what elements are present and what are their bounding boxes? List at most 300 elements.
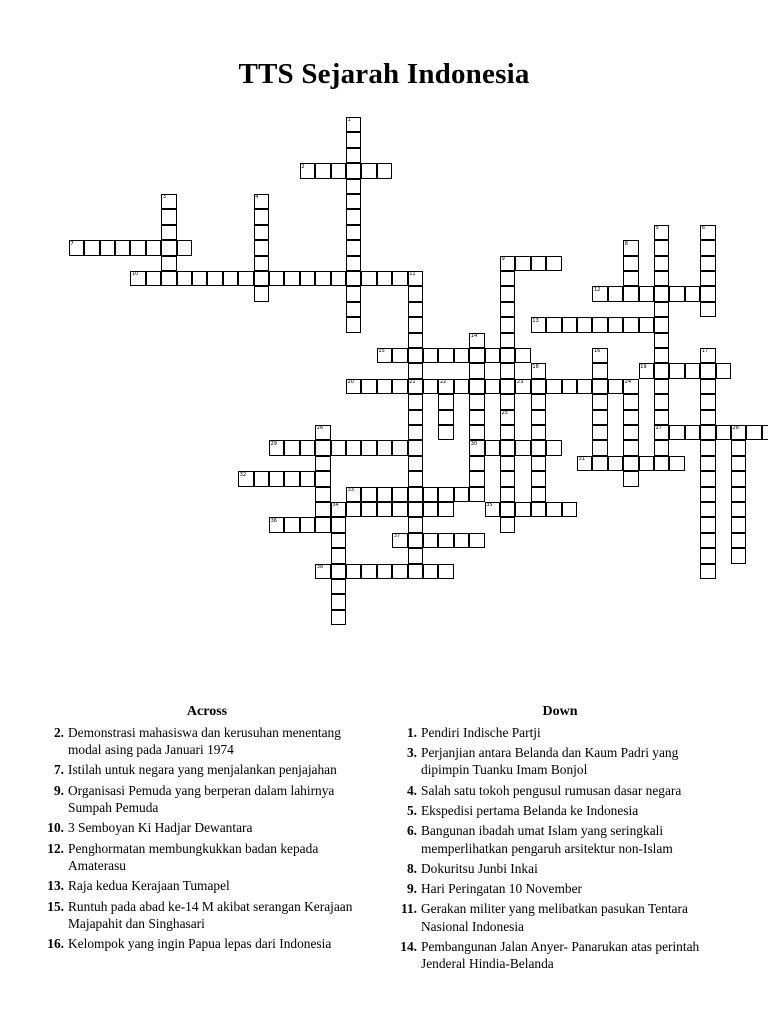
- grid-cell[interactable]: [500, 440, 515, 455]
- grid-cell[interactable]: [700, 533, 715, 548]
- grid-cell[interactable]: [469, 471, 484, 486]
- grid-number: 36: [270, 517, 277, 524]
- grid-cell[interactable]: [592, 379, 607, 394]
- grid-cell[interactable]: [408, 317, 423, 332]
- grid-cell[interactable]: [269, 471, 284, 486]
- grid-cell[interactable]: [592, 363, 607, 378]
- grid-cell[interactable]: [669, 363, 684, 378]
- grid-cell[interactable]: [423, 533, 438, 548]
- grid-cell[interactable]: [284, 517, 299, 532]
- grid-cell[interactable]: [654, 440, 669, 455]
- grid-cell[interactable]: [361, 163, 376, 178]
- grid-number: 4: [255, 194, 259, 201]
- grid-cell[interactable]: [639, 456, 654, 471]
- grid-cell[interactable]: [408, 302, 423, 317]
- grid-number: 38: [316, 564, 324, 570]
- grid-number: 12: [594, 286, 601, 293]
- grid-cell[interactable]: [346, 271, 361, 286]
- grid-cell[interactable]: [731, 487, 746, 502]
- grid-cell[interactable]: [700, 271, 715, 286]
- grid-cell[interactable]: [531, 425, 546, 440]
- grid-cell[interactable]: [669, 425, 684, 440]
- grid-cell[interactable]: [408, 425, 423, 440]
- across-clue-list: [42, 724, 372, 953]
- grid-cell[interactable]: [500, 487, 515, 502]
- grid-cell[interactable]: [315, 502, 330, 517]
- grid-cell[interactable]: [408, 564, 423, 579]
- grid-cell[interactable]: [408, 487, 423, 502]
- clue-text: Bangunan ibadah umat Islam yang seringkali memperlihatkan pengaruh arsitektur non-Islam: [421, 822, 673, 856]
- grid-cell[interactable]: [161, 225, 176, 240]
- grid-cell[interactable]: [592, 425, 607, 440]
- grid-number: 2: [301, 163, 305, 170]
- grid-cell[interactable]: [161, 209, 176, 224]
- grid-cell[interactable]: [562, 317, 577, 332]
- grid-cell[interactable]: [315, 471, 330, 486]
- grid-cell[interactable]: [546, 256, 561, 271]
- grid-cell[interactable]: [623, 410, 638, 425]
- grid-cell[interactable]: [623, 456, 638, 471]
- grid-number: 1: [347, 117, 351, 124]
- clue-number: 7.: [53, 762, 64, 778]
- grid-cell[interactable]: [700, 394, 715, 409]
- grid-cell[interactable]: [469, 456, 484, 471]
- grid-cell[interactable]: [438, 502, 453, 517]
- grid-cell[interactable]: [408, 286, 423, 301]
- grid-cell[interactable]: [284, 271, 299, 286]
- grid-number: 23: [517, 379, 524, 386]
- grid-cell[interactable]: [485, 379, 500, 394]
- clue-number: 14.: [400, 938, 417, 954]
- grid-cell[interactable]: [531, 456, 546, 471]
- grid-cell[interactable]: [346, 132, 361, 147]
- clue-text: Kelompok yang ingin Papua lepas dari Indonesia: [68, 936, 332, 952]
- grid-number: 18: [532, 363, 539, 370]
- grid-cell[interactable]: [577, 379, 592, 394]
- clue-text: Gerakan militer yang melibatkan pasukan Tentara Nasional Indonesia: [421, 901, 688, 934]
- grid-cell[interactable]: [346, 148, 361, 163]
- grid-cell[interactable]: [254, 471, 269, 486]
- grid-cell[interactable]: [392, 502, 407, 517]
- grid-cell[interactable]: [377, 487, 392, 502]
- grid-cell[interactable]: [485, 348, 500, 363]
- grid-cell[interactable]: [685, 425, 700, 440]
- grid-cell[interactable]: [346, 179, 361, 194]
- grid-cell[interactable]: [361, 379, 376, 394]
- grid-number: 30: [470, 440, 478, 447]
- grid-cell[interactable]: [408, 410, 423, 425]
- grid-cell[interactable]: [500, 302, 515, 317]
- grid-cell[interactable]: [423, 564, 438, 579]
- grid-cell[interactable]: [469, 487, 484, 502]
- clue-item: [42, 782, 372, 817]
- clue-number: 4.: [406, 782, 417, 798]
- grid-cell[interactable]: [361, 440, 376, 455]
- grid-cell[interactable]: [700, 456, 715, 471]
- grid-cell[interactable]: [469, 425, 484, 440]
- grid-cell[interactable]: [515, 348, 530, 363]
- grid-cell[interactable]: [500, 379, 515, 394]
- grid-cell[interactable]: [438, 425, 453, 440]
- grid-cell[interactable]: [377, 564, 392, 579]
- grid-cell[interactable]: [438, 533, 453, 548]
- grid-cell[interactable]: [408, 471, 423, 486]
- grid-cell[interactable]: [423, 487, 438, 502]
- grid-cell[interactable]: [500, 456, 515, 471]
- grid-cell[interactable]: [377, 440, 392, 455]
- grid-cell[interactable]: [608, 379, 623, 394]
- grid-cell[interactable]: [700, 517, 715, 532]
- grid-cell[interactable]: [254, 256, 269, 271]
- grid-cell[interactable]: [654, 333, 669, 348]
- grid-cell[interactable]: [731, 517, 746, 532]
- clue-item: [42, 935, 372, 953]
- grid-cell[interactable]: [223, 271, 238, 286]
- grid-cell[interactable]: [500, 317, 515, 332]
- grid-cell[interactable]: [500, 517, 515, 532]
- grid-cell[interactable]: [654, 456, 669, 471]
- grid-cell[interactable]: [346, 194, 361, 209]
- grid-cell[interactable]: [546, 317, 561, 332]
- grid-cell[interactable]: [331, 163, 346, 178]
- grid-cell[interactable]: [392, 348, 407, 363]
- grid-cell[interactable]: [207, 271, 222, 286]
- grid-cell[interactable]: [100, 240, 115, 255]
- grid-cell[interactable]: [654, 317, 669, 332]
- grid-cell[interactable]: [654, 394, 669, 409]
- grid-cell[interactable]: [469, 410, 484, 425]
- grid-cell[interactable]: [623, 271, 638, 286]
- grid-cell[interactable]: [331, 548, 346, 563]
- grid-cell[interactable]: [592, 394, 607, 409]
- grid-cell[interactable]: [500, 271, 515, 286]
- grid-cell[interactable]: [346, 256, 361, 271]
- grid-cell[interactable]: [623, 256, 638, 271]
- grid-cell[interactable]: [408, 348, 423, 363]
- grid-cell[interactable]: [700, 425, 715, 440]
- grid-cell[interactable]: [531, 471, 546, 486]
- grid-cell[interactable]: [161, 240, 176, 255]
- grid-cell[interactable]: [284, 471, 299, 486]
- grid-cell[interactable]: [608, 286, 623, 301]
- grid-cell[interactable]: [254, 271, 269, 286]
- grid-number: 20: [347, 379, 354, 386]
- grid-cell[interactable]: [469, 348, 484, 363]
- grid-cell[interactable]: [623, 286, 638, 301]
- grid-cell[interactable]: [346, 240, 361, 255]
- grid-cell[interactable]: [700, 240, 715, 255]
- grid-cell[interactable]: [669, 286, 684, 301]
- grid-cell[interactable]: [438, 564, 453, 579]
- grid-cell[interactable]: [531, 502, 546, 517]
- grid-number: 22: [440, 379, 447, 386]
- grid-number: 27: [655, 425, 662, 432]
- grid-cell[interactable]: [623, 425, 638, 440]
- grid-cell[interactable]: [685, 363, 700, 378]
- grid-cell[interactable]: [146, 240, 161, 255]
- grid-number: 16: [594, 348, 601, 355]
- grid-cell[interactable]: [531, 394, 546, 409]
- grid-cell[interactable]: [700, 410, 715, 425]
- grid-cell[interactable]: [254, 225, 269, 240]
- grid-cell[interactable]: [130, 240, 145, 255]
- grid-cell[interactable]: [592, 456, 607, 471]
- grid-cell[interactable]: [623, 471, 638, 486]
- grid-cell[interactable]: [454, 487, 469, 502]
- grid-cell[interactable]: [500, 502, 515, 517]
- grid-cell[interactable]: [654, 240, 669, 255]
- grid-cell[interactable]: [408, 440, 423, 455]
- grid-cell[interactable]: [700, 471, 715, 486]
- grid-cell[interactable]: [346, 564, 361, 579]
- grid-cell[interactable]: [331, 594, 346, 609]
- grid-cell[interactable]: [408, 394, 423, 409]
- grid-cell[interactable]: [177, 240, 192, 255]
- grid-cell[interactable]: [500, 348, 515, 363]
- grid-number: 13: [532, 317, 539, 324]
- grid-cell[interactable]: [300, 471, 315, 486]
- grid-cell[interactable]: [654, 286, 669, 301]
- grid-cell[interactable]: [408, 502, 423, 517]
- grid-cell[interactable]: [346, 440, 361, 455]
- grid-cell[interactable]: [746, 425, 761, 440]
- grid-cell[interactable]: [546, 379, 561, 394]
- grid-cell[interactable]: [731, 533, 746, 548]
- grid-number: 11: [409, 271, 416, 278]
- grid-cell[interactable]: [423, 379, 438, 394]
- grid-cell[interactable]: [408, 533, 423, 548]
- across-heading: Across: [186, 704, 228, 719]
- grid-cell[interactable]: [346, 163, 361, 178]
- grid-cell[interactable]: [731, 502, 746, 517]
- grid-cell[interactable]: [500, 425, 515, 440]
- grid-cell[interactable]: [700, 379, 715, 394]
- grid-cell[interactable]: [408, 333, 423, 348]
- grid-cell[interactable]: [315, 271, 330, 286]
- clue-text: Salah satu tokoh pengusul rumusan dasar negara: [421, 782, 682, 798]
- grid-cell[interactable]: [238, 271, 253, 286]
- grid-cell[interactable]: [731, 548, 746, 563]
- grid-cell[interactable]: [392, 564, 407, 579]
- grid-cell[interactable]: [485, 440, 500, 455]
- grid-cell[interactable]: [731, 440, 746, 455]
- grid-cell[interactable]: [654, 302, 669, 317]
- grid-cell[interactable]: [531, 410, 546, 425]
- grid-cell[interactable]: [500, 394, 515, 409]
- grid-cell[interactable]: [361, 487, 376, 502]
- grid-cell[interactable]: [423, 502, 438, 517]
- grid-cell[interactable]: [192, 271, 207, 286]
- grid-cell[interactable]: [762, 425, 768, 440]
- grid-cell[interactable]: [531, 379, 546, 394]
- grid-cell[interactable]: [700, 363, 715, 378]
- grid-cell[interactable]: [654, 363, 669, 378]
- grid-cell[interactable]: [639, 317, 654, 332]
- grid-cell[interactable]: [331, 517, 346, 532]
- grid-cell[interactable]: [408, 456, 423, 471]
- grid-cell[interactable]: [531, 440, 546, 455]
- grid-cell[interactable]: [408, 363, 423, 378]
- grid-cell[interactable]: [654, 348, 669, 363]
- grid-cell[interactable]: [500, 333, 515, 348]
- grid-cell[interactable]: [115, 240, 130, 255]
- grid-cell[interactable]: [531, 256, 546, 271]
- grid-cell[interactable]: [577, 317, 592, 332]
- grid-cell[interactable]: [331, 440, 346, 455]
- grid-cell[interactable]: [331, 564, 346, 579]
- grid-cell[interactable]: [700, 548, 715, 563]
- grid-cell[interactable]: [423, 348, 438, 363]
- grid-cell[interactable]: [700, 440, 715, 455]
- grid-cell[interactable]: [377, 379, 392, 394]
- grid-cell[interactable]: [346, 209, 361, 224]
- grid-cell[interactable]: [392, 379, 407, 394]
- grid-cell[interactable]: [361, 502, 376, 517]
- grid-cell[interactable]: [454, 379, 469, 394]
- clue-text: Penghormatan membungkukkan badan kepada Amaterasu: [68, 840, 319, 874]
- grid-cell[interactable]: [623, 440, 638, 455]
- grid-cell[interactable]: [592, 440, 607, 455]
- grid-cell[interactable]: [546, 440, 561, 455]
- grid-cell[interactable]: [515, 440, 530, 455]
- clue-text: Pembangunan Jalan Anyer- Panarukan atas perintah Jenderal Hindia-Belanda: [421, 938, 700, 972]
- grid-cell[interactable]: [300, 517, 315, 532]
- grid-cell[interactable]: [392, 487, 407, 502]
- clue-number: 11.: [401, 901, 417, 917]
- grid-cell[interactable]: [716, 425, 731, 440]
- grid-cell[interactable]: [254, 286, 269, 301]
- grid-cell[interactable]: [592, 317, 607, 332]
- grid-cell[interactable]: [392, 440, 407, 455]
- grid-cell[interactable]: [639, 286, 654, 301]
- grid-cell[interactable]: [608, 317, 623, 332]
- clue-number: 15.: [47, 898, 64, 914]
- grid-number: 32: [239, 471, 247, 478]
- grid-cell[interactable]: [331, 610, 346, 625]
- clue-number: 13.: [47, 878, 64, 894]
- grid-cell[interactable]: [454, 533, 469, 548]
- grid-cell[interactable]: [146, 271, 161, 286]
- grid-cell[interactable]: [346, 317, 361, 332]
- grid-cell[interactable]: [438, 410, 453, 425]
- grid-cell[interactable]: [408, 548, 423, 563]
- grid-cell[interactable]: [377, 271, 392, 286]
- grid-cell[interactable]: [300, 271, 315, 286]
- grid-cell[interactable]: [546, 502, 561, 517]
- grid-cell[interactable]: [438, 394, 453, 409]
- grid-cell[interactable]: [346, 502, 361, 517]
- grid-cell[interactable]: [454, 348, 469, 363]
- clue-number: 12.: [47, 840, 64, 856]
- grid-cell[interactable]: [515, 502, 530, 517]
- grid-cell[interactable]: [361, 271, 376, 286]
- grid-cell[interactable]: [623, 394, 638, 409]
- grid-cell[interactable]: [469, 363, 484, 378]
- grid-cell[interactable]: [315, 456, 330, 471]
- grid-cell[interactable]: [608, 456, 623, 471]
- grid-cell[interactable]: [654, 379, 669, 394]
- grid-cell[interactable]: [623, 317, 638, 332]
- grid-cell[interactable]: [669, 456, 684, 471]
- grid-number: 33: [347, 487, 354, 493]
- grid-cell[interactable]: [361, 564, 376, 579]
- grid-cell[interactable]: [562, 379, 577, 394]
- clue-item: [395, 744, 725, 779]
- grid-cell[interactable]: [300, 440, 315, 455]
- grid-cell[interactable]: [284, 440, 299, 455]
- grid-cell[interactable]: [654, 256, 669, 271]
- grid-number: 14: [470, 333, 478, 339]
- clue-item: [42, 819, 372, 837]
- grid-cell[interactable]: [331, 271, 346, 286]
- grid-cell[interactable]: [700, 286, 715, 301]
- grid-cell[interactable]: [315, 487, 330, 502]
- page-title: TTS Sejarah Indonesia: [238, 58, 530, 90]
- grid-cell[interactable]: [254, 240, 269, 255]
- grid-cell[interactable]: [254, 209, 269, 224]
- grid-cell[interactable]: [515, 256, 530, 271]
- grid-number: 10: [132, 271, 139, 278]
- grid-cell[interactable]: [438, 487, 453, 502]
- grid-cell[interactable]: [500, 286, 515, 301]
- grid-cell[interactable]: [700, 256, 715, 271]
- grid-cell[interactable]: [269, 271, 284, 286]
- grid-cell[interactable]: [377, 502, 392, 517]
- grid-cell[interactable]: [700, 487, 715, 502]
- grid-cell[interactable]: [731, 456, 746, 471]
- grid-cell[interactable]: [346, 225, 361, 240]
- grid-cell[interactable]: [469, 533, 484, 548]
- clue-item: [42, 761, 372, 779]
- grid-cell[interactable]: [700, 564, 715, 579]
- grid-cell[interactable]: [161, 271, 176, 286]
- grid-cell[interactable]: [377, 163, 392, 178]
- grid-cell[interactable]: [469, 394, 484, 409]
- grid-cell[interactable]: [315, 517, 330, 532]
- grid-cell[interactable]: [346, 302, 361, 317]
- grid-cell[interactable]: [408, 517, 423, 532]
- grid-cell[interactable]: [654, 410, 669, 425]
- grid-cell[interactable]: [315, 440, 330, 455]
- clue-text: Demonstrasi mahasiswa dan kerusuhan menentang modal asing pada Januari 1974: [68, 724, 341, 758]
- grid-cell[interactable]: [392, 271, 407, 286]
- grid-cell[interactable]: [531, 487, 546, 502]
- grid-cell[interactable]: [685, 286, 700, 301]
- grid-cell[interactable]: [346, 286, 361, 301]
- down-heading: Down: [542, 704, 578, 719]
- grid-cell[interactable]: [331, 579, 346, 594]
- grid-cell[interactable]: [469, 379, 484, 394]
- grid-cell[interactable]: [562, 502, 577, 517]
- grid-cell[interactable]: [500, 363, 515, 378]
- grid-cell[interactable]: [315, 163, 330, 178]
- grid-cell[interactable]: [331, 533, 346, 548]
- grid-cell[interactable]: [438, 348, 453, 363]
- down-clues: [395, 703, 725, 976]
- grid-cell[interactable]: [84, 240, 99, 255]
- grid-cell[interactable]: [654, 271, 669, 286]
- grid-cell[interactable]: [592, 410, 607, 425]
- grid-cell[interactable]: [500, 471, 515, 486]
- grid-cell[interactable]: [716, 363, 731, 378]
- grid-cell[interactable]: [700, 502, 715, 517]
- grid-number: 9: [501, 256, 505, 262]
- grid-cell[interactable]: [700, 302, 715, 317]
- clue-text: Istilah untuk negara yang menjalankan penjajahan: [68, 762, 337, 778]
- grid-cell[interactable]: [731, 471, 746, 486]
- grid-cell[interactable]: [177, 271, 192, 286]
- grid-cell[interactable]: [161, 256, 176, 271]
